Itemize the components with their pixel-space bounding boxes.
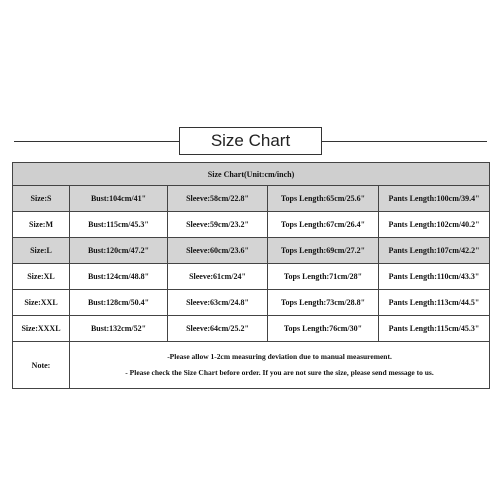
note-line-2: - Please check the Size Chart before order. If you are not sure the size, please send message to us. — [125, 368, 434, 377]
size-cell: Size:S — [13, 186, 70, 212]
bust-cell: Bust:124cm/48.8" — [70, 264, 168, 290]
bust-cell: Bust:120cm/47.2" — [70, 238, 168, 264]
pants-length-cell: Pants Length:113cm/44.5" — [379, 290, 490, 316]
table-row — [13, 264, 490, 290]
tops-length-cell: Tops Length:73cm/28.8" — [268, 290, 379, 316]
page-title: Size Chart — [179, 127, 322, 155]
sleeve-cell: Sleeve:60cm/23.6" — [168, 238, 268, 264]
sleeve-cell: Sleeve:61cm/24" — [168, 264, 268, 290]
tops-length-cell: Tops Length:71cm/28" — [268, 264, 379, 290]
bust-cell: Bust:132cm/52" — [70, 316, 168, 342]
title-divider-left — [14, 141, 179, 142]
bust-cell: Bust:104cm/41" — [70, 186, 168, 212]
table-header-row — [13, 163, 490, 186]
table-row — [13, 316, 490, 342]
pants-length-cell: Pants Length:115cm/45.3" — [379, 316, 490, 342]
title-divider-right — [322, 141, 487, 142]
size-cell: Size:XL — [13, 264, 70, 290]
size-table — [12, 162, 490, 389]
bust-cell: Bust:115cm/45.3" — [70, 212, 168, 238]
table-header: Size Chart(Unit:cm/inch) — [13, 163, 490, 186]
note-line-1: -Please allow 1-2cm measuring deviation due to manual measurement. — [167, 352, 392, 361]
note-label: Note: — [13, 342, 70, 389]
sleeve-cell: Sleeve:59cm/23.2" — [168, 212, 268, 238]
tops-length-cell: Tops Length:76cm/30" — [268, 316, 379, 342]
tops-length-cell: Tops Length:65cm/25.6" — [268, 186, 379, 212]
size-cell: Size:XXXL — [13, 316, 70, 342]
size-cell: Size:XXL — [13, 290, 70, 316]
table-row — [13, 290, 490, 316]
size-cell: Size:L — [13, 238, 70, 264]
pants-length-cell: Pants Length:102cm/40.2" — [379, 212, 490, 238]
size-cell: Size:M — [13, 212, 70, 238]
bust-cell: Bust:128cm/50.4" — [70, 290, 168, 316]
table-row — [13, 212, 490, 238]
sleeve-cell: Sleeve:64cm/25.2" — [168, 316, 268, 342]
pants-length-cell: Pants Length:100cm/39.4" — [379, 186, 490, 212]
sleeve-cell: Sleeve:58cm/22.8" — [168, 186, 268, 212]
pants-length-cell: Pants Length:110cm/43.3" — [379, 264, 490, 290]
note-content — [70, 342, 490, 389]
note-row — [13, 342, 490, 389]
table-row — [13, 186, 490, 212]
table-row — [13, 238, 490, 264]
tops-length-cell: Tops Length:67cm/26.4" — [268, 212, 379, 238]
pants-length-cell: Pants Length:107cm/42.2" — [379, 238, 490, 264]
tops-length-cell: Tops Length:69cm/27.2" — [268, 238, 379, 264]
sleeve-cell: Sleeve:63cm/24.8" — [168, 290, 268, 316]
size-chart-title-bar — [0, 127, 500, 157]
